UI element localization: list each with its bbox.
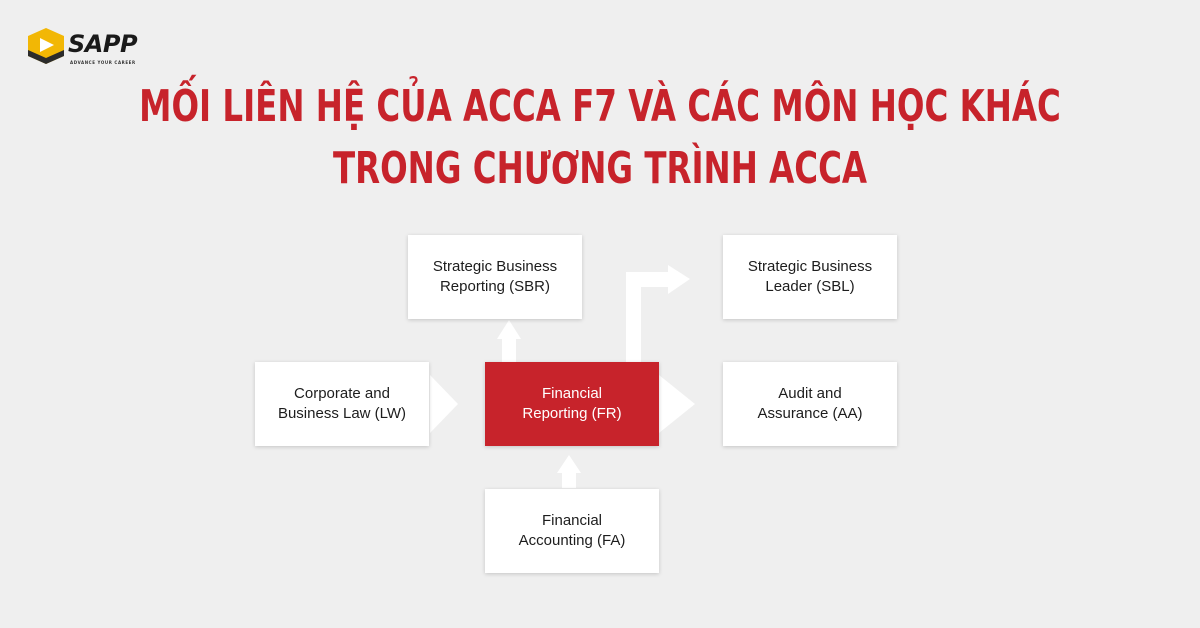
node-lw-line1: Corporate and bbox=[294, 385, 390, 402]
node-fr bbox=[485, 362, 659, 446]
node-aa bbox=[723, 362, 897, 446]
node-aa-line2: Assurance (AA) bbox=[757, 405, 863, 422]
arrow-fr-to-sbl bbox=[626, 265, 690, 362]
node-fr-line2: Reporting (FR) bbox=[522, 405, 622, 422]
node-fa bbox=[485, 489, 659, 573]
node-sbl-line2: Leader (SBL) bbox=[765, 278, 855, 295]
brand-tagline: ADVANCE YOUR CAREER bbox=[70, 60, 136, 65]
node-sbl bbox=[723, 235, 897, 319]
node-sbr-line1: Strategic Business bbox=[432, 258, 558, 275]
node-fr-line1: Financial bbox=[541, 385, 602, 402]
node-aa-line1: Audit and bbox=[778, 385, 842, 402]
arrow-fr-to-aa bbox=[659, 375, 695, 433]
node-sbl-line1: Strategic Business bbox=[747, 258, 873, 275]
arrow-lw-to-fr bbox=[430, 375, 458, 433]
title-line-2: TRONG CHƯƠNG TRÌNH ACCA bbox=[332, 143, 868, 194]
arrow-fr-to-sbr bbox=[497, 320, 521, 362]
arrow-fa-to-fr bbox=[557, 455, 581, 488]
node-lw bbox=[255, 362, 429, 446]
node-sbr bbox=[408, 235, 582, 319]
node-sbr-line2: Reporting (SBR) bbox=[439, 278, 551, 295]
title-line-1: MỐI LIÊN HỆ CỦA ACCA F7 VÀ CÁC MÔN HỌC KHÁC bbox=[139, 81, 1061, 132]
node-fa-line2: Accounting (FA) bbox=[518, 532, 626, 549]
node-lw-line2: Business Law (LW) bbox=[277, 405, 407, 422]
brand-name: SAPP bbox=[68, 30, 138, 58]
node-fa-line1: Financial bbox=[541, 512, 603, 529]
